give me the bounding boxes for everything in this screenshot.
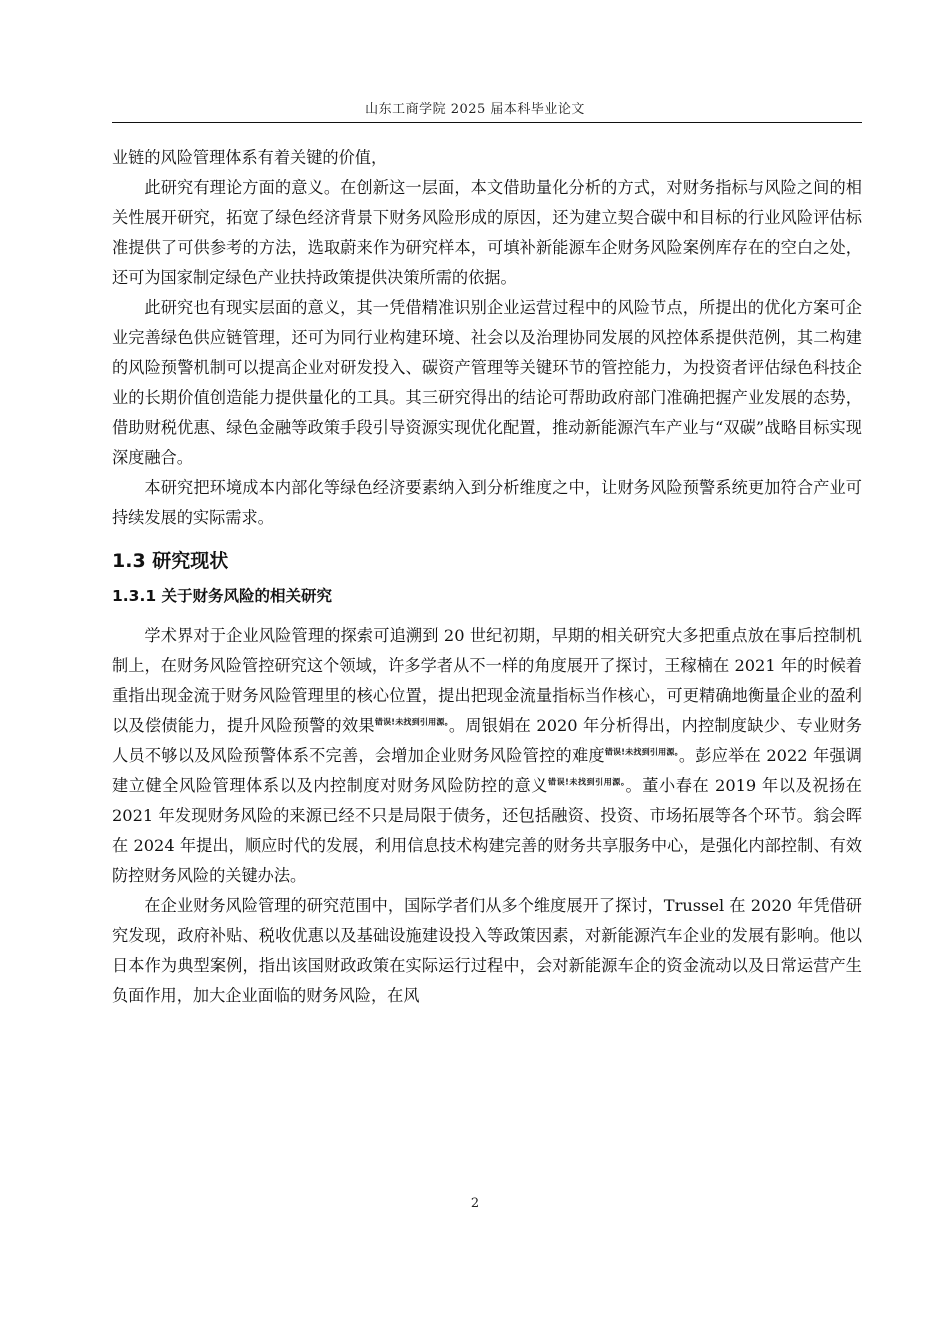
header-divider xyxy=(112,122,862,123)
page-number: 2 xyxy=(470,1196,480,1211)
citation-error: 错误!未找到引用源。 xyxy=(548,777,626,787)
paragraph-green-economy: 本研究把环境成本内部化等绿色经济要素纳入到分析维度之中，让财务风险预警系统更加符合产业可持续发展的实际需求。 xyxy=(112,478,862,527)
text-run: 。董小春在 2019 年以及祝扬在 2021 年发现财务风险的来源已经不只是局限于债务，还包括融资、投资、市场拓展等各个环节。翁会晖在 2024 年提出，顺应时代的发展，利用信息技术构建完善的财务共享服务中心，是强化内部控制、有效防控财务风险的关键办法。 xyxy=(112,776,862,885)
text-run: 。周银娟在 2020 年分析得出，内控制度缺少、专业财务人员不够以及风险预警体系不完善，会增加企业财务风险管控的难度 xyxy=(112,716,862,765)
citation-error: 错误!未找到引用源。 xyxy=(604,747,679,757)
paragraph-domestic-literature xyxy=(112,621,862,891)
citation-error: 错误!未找到引用源。 xyxy=(374,717,449,727)
document-body xyxy=(112,143,862,1011)
section-heading: 1.3 研究现状 xyxy=(112,550,229,572)
paragraph-theoretical-significance: 此研究有理论方面的意义。在创新这一层面，本文借助量化分析的方式，对财务指标与风险之间的相关性展开研究，拓宽了绿色经济背景下财务风险形成的原因，还为建立契合碳中和目标的行业风险评估标准提供了可供参考的方法，选取蔚来作为研究样本，可填补新能源车企财务风险案例库存在的空白之处，还可为国家制定绿色产业扶持政策提供决策所需的依据。 xyxy=(112,178,862,287)
text-run: 。彭应举在 2022 年强调建立健全风险管理体系以及内控制度对财务风险防控的意义 xyxy=(112,746,862,795)
running-header: 山东工商学院 2025 届本科毕业论文 xyxy=(365,102,585,117)
paragraph-international-literature: 在企业财务风险管理的研究范围中，国际学者们从多个维度展开了探讨，Trussel 在 2020 年凭借研究发现，政府补贴、税收优惠以及基础设施建设投入等政策因素，对新能源汽车企业的发展有影响。他以日本作为典型案例，指出该国财政政策在实际运行过程中，会对新能源车企的资金流动以及日常运营产生负面作用，加大企业面临的财务风险，在风 xyxy=(112,896,862,1005)
text-run: 学术界对于企业风险管理的探索可追溯到 20 世纪初期，早期的相关研究大多把重点放在事后控制机制上，在财务风险管控研究这个领域，许多学者从不一样的角度展开了探讨，王稼楠在 2021 年的时候着重指出现金流于财务风险管理里的核心位置，提出把现金流量指标当作核心，可更精确地衡量企业的盈利以及偿债能力，提升风险预警的效果 xyxy=(112,626,862,735)
subsection-heading: 1.3.1 关于财务风险的相关研究 xyxy=(112,587,333,605)
paragraph-practical-significance: 此研究也有现实层面的意义，其一凭借精准识别企业运营过程中的风险节点，所提出的优化方案可企业完善绿色供应链管理，还可为同行业构建环境、社会以及治理协同发展的风控体系提供范例，其二构建的风险预警机制可以提高企业对研发投入、碳资产管理等关键环节的管控能力，为投资者评估绿色科技企业的长期价值创造能力提供量化的工具。其三研究得出的结论可帮助政府部门准确把握产业发展的态势，借助财税优惠、绿色金融等政策手段引导资源实现优化配置，推动新能源汽车产业与“双碳”战略目标实现深度融合。 xyxy=(112,298,862,467)
paragraph-continuation: 业链的风险管理体系有着关键的价值， xyxy=(112,148,388,167)
